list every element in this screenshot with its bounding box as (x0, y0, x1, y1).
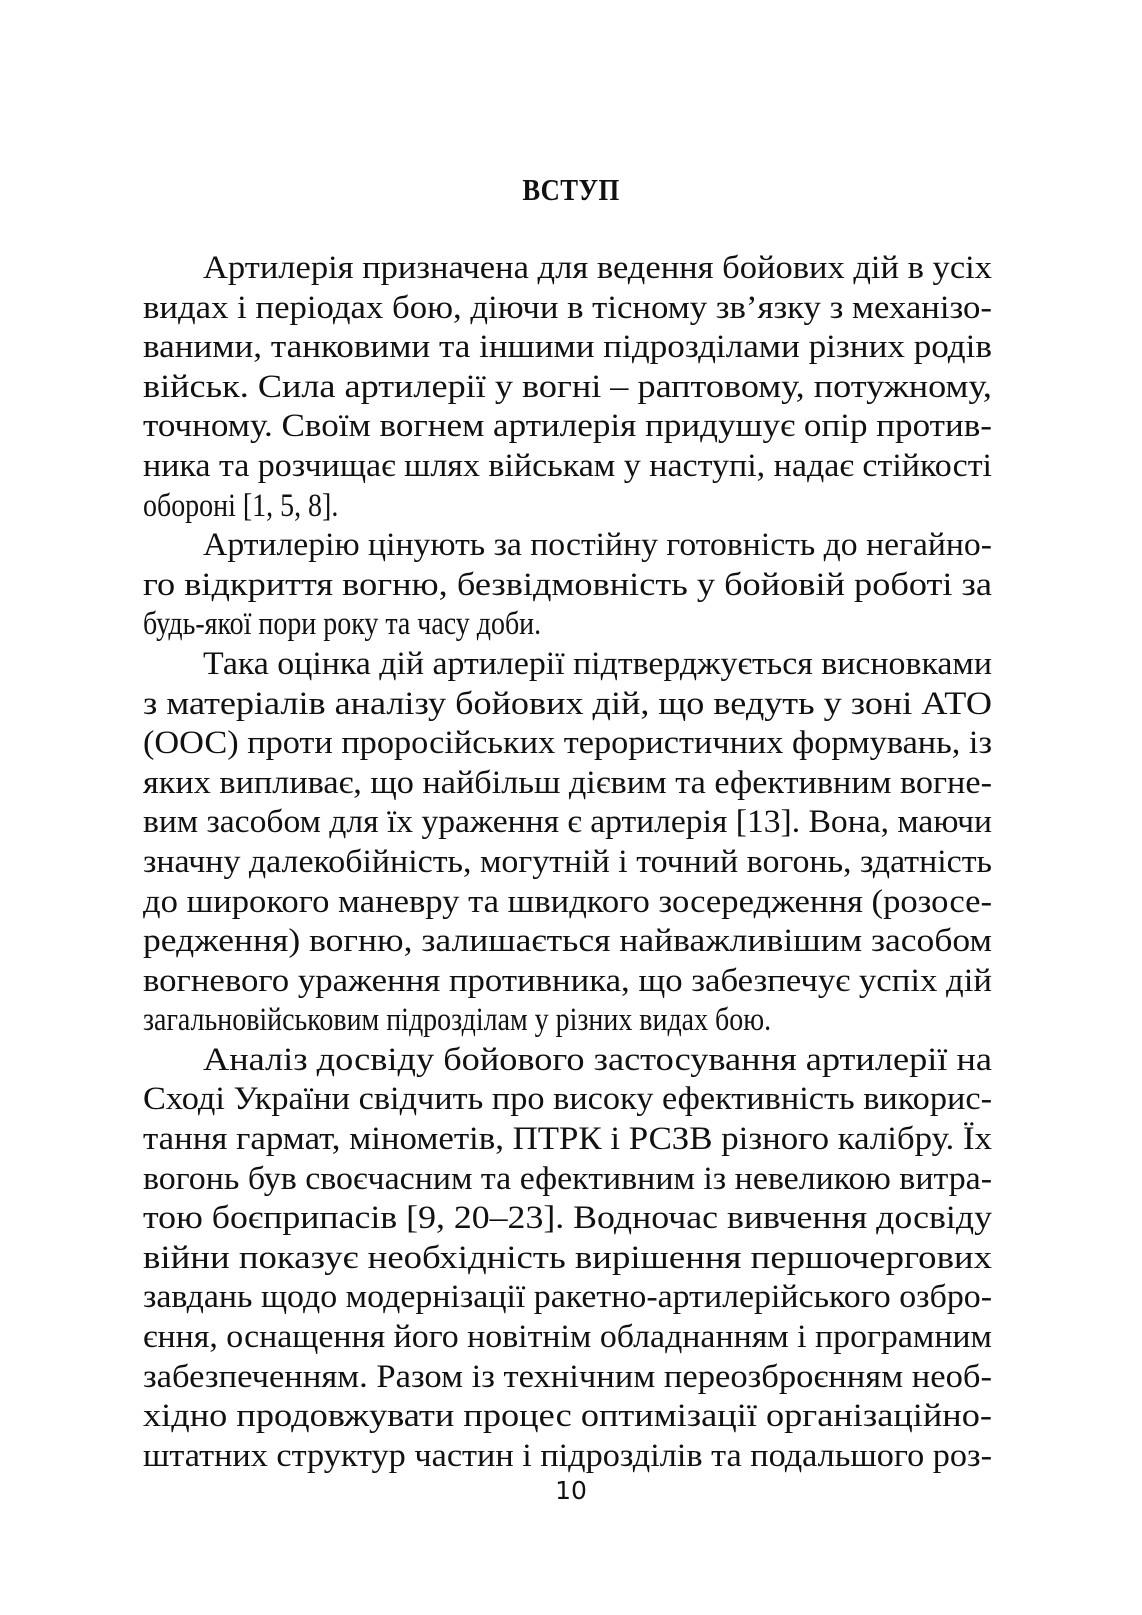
text-line: будь-якої пори року та часу доби. (143, 606, 542, 643)
text-line: Така оцінка дій артилерії підтверджується висновками (202, 645, 992, 682)
text-line: з матеріалів аналізу бойових дій, що ведуть у зоні АТО (143, 685, 992, 722)
text-line: хідно продовжувати процес оптимізації організаційно- (143, 1398, 992, 1435)
text-line: Аналіз досвіду бойового застосування артилерії на (202, 1041, 992, 1078)
text-line: вогонь був своєчасним та ефективним із невеликою витра- (143, 1160, 992, 1197)
text-line: Артилерію цінують за постійну готовність до негайно- (202, 527, 992, 564)
text-line: (ООС) проти проросійських терористичних формувань, із (143, 725, 993, 762)
text-line: війни показує необхідність вирішення першочергових (143, 1239, 992, 1276)
text-line: загальновійськовим підрозділам у різних видах бою. (143, 1002, 772, 1039)
text-line: Артилерія призначена для ведення бойових дій в усіх (202, 250, 992, 286)
text-line: до широкого маневру та швидкого зосередження (розосе- (143, 883, 993, 920)
paragraph-4 (143, 1041, 992, 1477)
text-line: єння, оснащення його новітнім обладнанням і програмним (143, 1319, 993, 1356)
text-line: ваними, танковими та іншими підрозділами різних родів (143, 329, 993, 366)
text-line: яких випливає, що найбільш дієвим та ефективним вогне- (143, 764, 992, 801)
paragraph-3 (143, 645, 992, 1041)
text-line: вогневого ураження противника, що забезпечує успіх дій (143, 962, 993, 999)
text-line: редження) вогню, залишається найважливішим засобом (143, 923, 992, 960)
text-line: забезпеченням. Разом із технічним переозброєнням необ- (143, 1358, 992, 1395)
page-title: ВСТУП (522, 172, 620, 207)
text-line: видах і періодах бою, діючи в тісному зв’язку з механізо- (143, 289, 992, 326)
text-line: значну далекобійність, могутній і точний вогонь, здатність (143, 843, 992, 880)
text-line: завдань щодо модернізації ракетно-артилерійського озбро- (143, 1279, 992, 1316)
text-line: вим засобом для їх ураження є артилерія [13]. Вона, маючи (143, 804, 992, 841)
text-line: тою боєприпасів [9, 20–23]. Водночас вивчення досвіду (143, 1200, 992, 1237)
text-line: штатних структур частин і підрозділів та подальшого роз- (143, 1437, 992, 1474)
text-line: точному. Своїм вогнем артилерія придушує опір против- (143, 408, 992, 445)
text-line: Сході України свідчить про високу ефективність викорис- (143, 1081, 992, 1118)
text-line: тання гармат, мінометів, ПТРК і РСЗВ різного калібру. Їх (143, 1121, 992, 1158)
text-line: ника та розчищає шлях військам у наступі, надає стійкості (143, 447, 992, 484)
paragraph-2 (143, 526, 992, 645)
text-line: го відкриття вогню, безвідмовність у бойовій роботі за (143, 566, 992, 603)
paragraph-1 (143, 249, 992, 526)
document-body (143, 249, 992, 1476)
text-line: обороні [1, 5, 8]. (143, 487, 339, 524)
text-line: військ. Сила артилерії у вогні – раптовому, потужному, (143, 368, 992, 405)
page-number: 10 (555, 1476, 587, 1505)
